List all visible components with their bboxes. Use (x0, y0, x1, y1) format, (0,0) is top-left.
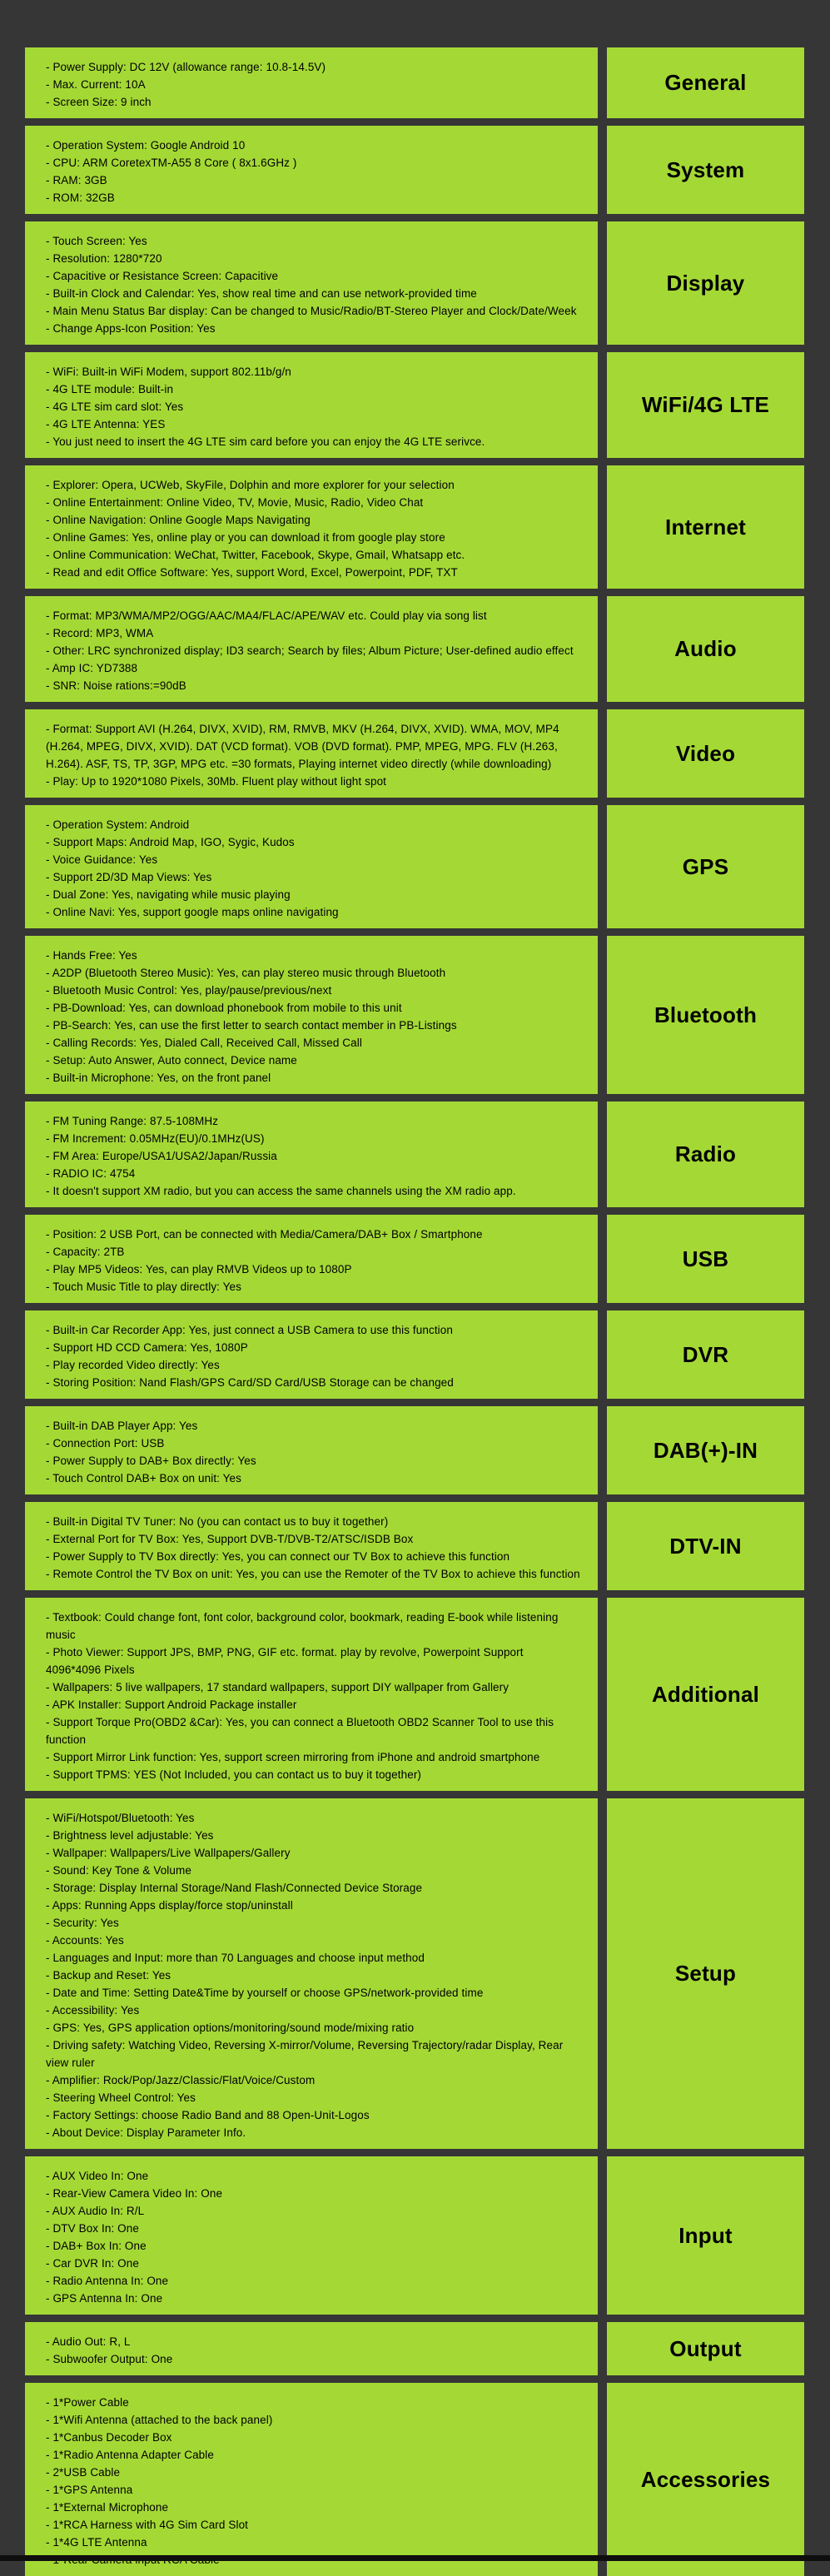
spec-line: - Touch Music Title to play directly: Yes (46, 1281, 241, 1293)
spec-line: - Support Torque Pro(OBD2 &Car): Yes, you can connect a Bluetooth OBD2 Scanner Tool to use this function (46, 1716, 554, 1746)
spec-line: - It doesn't support XM radio, but you can access the same channels using the XM radio app. (46, 1185, 516, 1197)
spec-line: - Subwoofer Output: One (46, 2353, 173, 2365)
spec-category-label: Setup (674, 1961, 737, 1986)
spec-line: - Capacity: 2TB (46, 1246, 125, 1258)
spec-details-cell (25, 126, 598, 214)
spec-line: - Rear-View Camera Video In: One (46, 2187, 223, 2200)
spec-line: - 1*Wifi Antenna (attached to the back panel) (46, 2414, 273, 2426)
spec-row (25, 352, 804, 458)
spec-line: - Accounts: Yes (46, 1934, 124, 1947)
spec-line: - Online Entertainment: Online Video, TV, Movie, Music, Radio, Video Chat (46, 496, 424, 509)
spec-row (25, 1502, 804, 1590)
spec-row (25, 936, 804, 1094)
spec-details-cell (25, 221, 598, 345)
spec-line: - FM Increment: 0.05MHz(EU)/0.1MHz(US) (46, 1132, 265, 1145)
spec-line: - Languages and Input: more than 70 Languages and choose input method (46, 1952, 425, 1964)
spec-category-label: System (666, 157, 745, 182)
spec-line: - Built-in Clock and Calendar: Yes, show real time and can use network-provided time (46, 287, 477, 300)
spec-line: - 1*RCA Harness with 4G Sim Card Slot (46, 2519, 249, 2531)
spec-line: - Online Communication: WeChat, Twitter, Facebook, Skype, Gmail, Whatsapp etc. (46, 549, 465, 561)
spec-row (25, 805, 804, 928)
spec-line: - Power Supply to DAB+ Box directly: Yes (46, 1455, 256, 1467)
spec-details-cell (25, 1598, 598, 1791)
spec-line: - Operation System: Android (46, 818, 190, 831)
spec-line: - Format: MP3/WMA/MP2/OGG/AAC/MA4/FLAC/APE/WAV etc. Could play via song list (46, 609, 487, 622)
spec-line: - Format: Support AVI (H.264, DIVX, XVID), RM, RMVB, MKV (H.264, DIVX, XVID). WMA, MOV, MP4 (H.264, MPEG, DIVX, XVID). DAT (VCD format). VOB (DVD format). PMP, MPEG, MPG. FLV (H.263, H.264). ASF, TS, TP, 3GP, MPG etc. =30 formats, Playing internet video directly (while downloading) (46, 723, 559, 770)
spec-line: - Explorer: Opera, UCWeb, SkyFile, Dolphin and more explorer for your selection (46, 479, 455, 491)
spec-line: - Built-in Digital TV Tuner: No (you can contact us to buy it together) (46, 1515, 389, 1528)
spec-line: - Dual Zone: Yes, navigating while music playing (46, 888, 291, 901)
spec-category-label: General (664, 70, 747, 95)
spec-line: - Storing Position: Nand Flash/GPS Card/SD Card/USB Storage can be changed (46, 1376, 454, 1389)
spec-category-label: Video (675, 740, 736, 766)
spec-row (25, 126, 804, 214)
spec-line: - Screen Size: 9 inch (46, 96, 152, 108)
spec-line: - 1*Canbus Decoder Box (46, 2431, 172, 2444)
spec-details-cell (25, 352, 598, 458)
spec-line: - Amp IC: YD7388 (46, 662, 138, 674)
spec-details-cell (25, 2156, 598, 2315)
spec-row (25, 2322, 804, 2375)
spec-details-cell (25, 465, 598, 589)
spec-category-cell (607, 221, 804, 345)
spec-category-label: GPS (682, 853, 729, 879)
spec-details-cell (25, 936, 598, 1094)
spec-category-label: Output (669, 2335, 742, 2361)
spec-row (25, 221, 804, 345)
spec-line: - Factory Settings: choose Radio Band and 88 Open-Unit-Logos (46, 2109, 370, 2121)
spec-line: - You just need to insert the 4G LTE sim card before you can enjoy the 4G LTE serivce. (46, 435, 485, 448)
spec-line: - Touch Control DAB+ Box on unit: Yes (46, 1472, 241, 1484)
spec-line: - Wallpapers: 5 live wallpapers, 17 standard wallpapers, support DIY wallpaper from Gallery (46, 1681, 509, 1693)
spec-line: - Audio Out: R, L (46, 2335, 131, 2348)
spec-category-cell (607, 1406, 804, 1494)
spec-details-cell (25, 1310, 598, 1399)
spec-category-cell (607, 1310, 804, 1399)
spec-line: - Apps: Running Apps display/force stop/uninstall (46, 1899, 293, 1912)
spec-row (25, 47, 804, 118)
spec-category-cell (607, 465, 804, 589)
spec-category-cell (607, 126, 804, 214)
spec-line: - Textbook: Could change font, font color, background color, bookmark, reading E-book while listening music (46, 1611, 559, 1641)
spec-line: - Built-in Car Recorder App: Yes, just connect a USB Camera to use this function (46, 1324, 453, 1336)
spec-line: - Built-in DAB Player App: Yes (46, 1420, 198, 1432)
spec-line: - Support Maps: Android Map, IGO, Sygic, Kudos (46, 836, 295, 848)
spec-row (25, 1215, 804, 1303)
spec-line: - Photo Viewer: Support JPS, BMP, PNG, GIF etc. format. play by revolve, Powerpoint Support 4096*4096 Pixels (46, 1646, 524, 1676)
spec-category-label: Internet (665, 514, 746, 540)
spec-row (25, 1406, 804, 1494)
spec-details-cell (25, 47, 598, 118)
spec-line: - 4G LTE module: Built-in (46, 383, 174, 395)
spec-line: - CPU: ARM CoretexTM-A55 8 Core ( 8x1.6GHz ) (46, 157, 297, 169)
spec-category-cell (607, 47, 804, 118)
spec-line: - Online Navigation: Online Google Maps Navigating (46, 514, 311, 526)
spec-row (25, 465, 804, 589)
spec-row (25, 1798, 804, 2149)
spec-row (25, 2156, 804, 2315)
spec-category-label: Accessories (640, 2466, 771, 2492)
spec-line: - Remote Control the TV Box on unit: Yes, you can use the Remoter of the TV Box to achieve this function (46, 1568, 580, 1580)
spec-category-cell (607, 805, 804, 928)
spec-line: - External Port for TV Box: Yes, Support DVB-T/DVB-T2/ATSC/ISDB Box (46, 1533, 414, 1545)
spec-line: - 1*4G LTE Antenna (46, 2536, 147, 2549)
spec-line: - Date and Time: Setting Date&Time by yourself or choose GPS/network-provided time (46, 1987, 484, 1999)
spec-line: - Support TPMS: YES (Not Included, you can contact us to buy it together) (46, 1768, 422, 1781)
spec-line: - 1*External Microphone (46, 2501, 169, 2514)
spec-category-cell (607, 1502, 804, 1590)
spec-details-cell (25, 2383, 598, 2576)
spec-line: - 1*Radio Antenna Adapter Cable (46, 2449, 214, 2461)
spec-category-cell (607, 352, 804, 458)
spec-line: - Position: 2 USB Port, can be connected with Media/Camera/DAB+ Box / Smartphone (46, 1228, 483, 1241)
spec-line: - Radio Antenna In: One (46, 2275, 169, 2287)
spec-line: - 1*Power Cable (46, 2396, 129, 2409)
bottom-photo-edge (0, 2555, 830, 2561)
spec-line: - Accessibility: Yes (46, 2004, 140, 2017)
spec-category-label: Display (666, 270, 745, 296)
spec-line: - Voice Guidance: Yes (46, 853, 158, 866)
spec-category-label: WiFi/4G LTE (641, 392, 770, 417)
spec-row (25, 596, 804, 702)
spec-line: - Resolution: 1280*720 (46, 252, 162, 265)
spec-category-label: Radio (674, 1141, 737, 1166)
spec-line: - FM Area: Europe/USA1/USA2/Japan/Russia (46, 1150, 277, 1162)
spec-line: - Setup: Auto Answer, Auto connect, Device name (46, 1054, 297, 1067)
spec-line: - Online Games: Yes, online play or you can download it from google play store (46, 531, 445, 544)
spec-line: - Support HD CCD Camera: Yes, 1080P (46, 1341, 248, 1354)
spec-line: - Capacitive or Resistance Screen: Capacitive (46, 270, 279, 282)
spec-line: - Main Menu Status Bar display: Can be changed to Music/Radio/BT-Stereo Player and Clock/Date/Week (46, 305, 577, 317)
spec-category-cell (607, 2156, 804, 2315)
spec-category-label: Bluetooth (654, 1002, 758, 1027)
spec-line: - Storage: Display Internal Storage/Nand Flash/Connected Device Storage (46, 1882, 423, 1894)
spec-details-cell (25, 1502, 598, 1590)
spec-line: - RADIO IC: 4754 (46, 1167, 136, 1180)
spec-line: - Brightness level adjustable: Yes (46, 1829, 214, 1842)
spec-category-label: DTV-IN (669, 1533, 742, 1559)
spec-category-label: USB (682, 1246, 729, 1271)
spec-line: - Max. Current: 10A (46, 78, 146, 91)
spec-line: - Online Navi: Yes, support google maps online navigating (46, 906, 339, 918)
spec-row (25, 1102, 804, 1207)
spec-details-cell (25, 1102, 598, 1207)
spec-line: - GPS: Yes, GPS application options/monitoring/sound mode/mixing ratio (46, 2022, 415, 2034)
spec-line: - WiFi: Built-in WiFi Modem, support 802.11b/g/n (46, 366, 291, 378)
spec-category-cell (607, 1215, 804, 1303)
spec-line: - About Device: Display Parameter Info. (46, 2126, 246, 2139)
spec-category-label: Audio (674, 636, 737, 661)
spec-line: - Play: Up to 1920*1080 Pixels, 30Mb. Fluent play without light spot (46, 775, 387, 788)
spec-category-cell (607, 2322, 804, 2375)
spec-line: - Wallpaper: Wallpapers/Live Wallpapers/Gallery (46, 1847, 291, 1859)
spec-line: - Support Mirror Link function: Yes, support screen mirroring from iPhone and android smartphone (46, 1751, 540, 1763)
spec-line: - Play MP5 Videos: Yes, can play RMVB Videos up to 1080P (46, 1263, 352, 1276)
spec-line: - RAM: 3GB (46, 174, 107, 186)
spec-category-label: Input (678, 2222, 733, 2248)
spec-line: - Hands Free: Yes (46, 949, 137, 962)
spec-details-cell (25, 2322, 598, 2375)
spec-line: - Change Apps-Icon Position: Yes (46, 322, 216, 335)
spec-line: - Operation System: Google Android 10 (46, 139, 246, 152)
spec-details-cell (25, 1215, 598, 1303)
spec-details-cell (25, 1798, 598, 2149)
spec-category-label: DAB(+)-IN (653, 1437, 758, 1463)
spec-line: - AUX Video In: One (46, 2170, 149, 2182)
spec-line: - Backup and Reset: Yes (46, 1969, 171, 1982)
spec-line: - Power Supply to TV Box directly: Yes, you can connect our TV Box to achieve this function (46, 1550, 510, 1563)
spec-line: - A2DP (Bluetooth Stereo Music): Yes, can play stereo music through Bluetooth (46, 967, 446, 979)
spec-line: - Power Supply: DC 12V (allowance range: 10.8-14.5V) (46, 61, 326, 73)
spec-line: - 1*GPS Antenna (46, 2484, 133, 2496)
spec-line: - APK Installer: Support Android Package installer (46, 1698, 297, 1711)
spec-details-cell (25, 805, 598, 928)
spec-line: - Touch Screen: Yes (46, 235, 147, 247)
spec-line: - DAB+ Box In: One (46, 2240, 147, 2252)
spec-row (25, 2383, 804, 2576)
spec-line: - FM Tuning Range: 87.5-108MHz (46, 1115, 219, 1127)
spec-line: - Built-in Microphone: Yes, on the front panel (46, 1072, 271, 1084)
spec-details-cell (25, 596, 598, 702)
spec-line: - 2*USB Cable (46, 2466, 121, 2479)
spec-row (25, 1598, 804, 1791)
spec-line: - ROM: 32GB (46, 191, 115, 204)
spec-details-cell (25, 709, 598, 798)
spec-category-cell (607, 1102, 804, 1207)
spec-line: - SNR: Noise rations:=90dB (46, 679, 186, 692)
spec-line: - Amplifier: Rock/Pop/Jazz/Classic/Flat/Voice/Custom (46, 2074, 316, 2086)
spec-line: - GPS Antenna In: One (46, 2292, 163, 2305)
spec-line: - Car DVR In: One (46, 2257, 139, 2270)
spec-category-label: DVR (682, 1341, 729, 1367)
spec-line: - Record: MP3, WMA (46, 627, 154, 639)
spec-category-cell (607, 1598, 804, 1791)
spec-row (25, 709, 804, 798)
spec-line: - AUX Audio In: R/L (46, 2205, 145, 2217)
spec-line: - Bluetooth Music Control: Yes, play/pause/previous/next (46, 984, 332, 997)
spec-details-cell (25, 1406, 598, 1494)
spec-line: - Security: Yes (46, 1917, 119, 1929)
spec-category-label: Additional (651, 1681, 760, 1707)
spec-line: - PB-Download: Yes, can download phonebook from mobile to this unit (46, 1002, 402, 1014)
spec-category-cell (607, 1798, 804, 2149)
spec-line: - WiFi/Hotspot/Bluetooth: Yes (46, 1812, 195, 1824)
spec-line: - Support 2D/3D Map Views: Yes (46, 871, 212, 883)
spec-line: - Connection Port: USB (46, 1437, 165, 1450)
spec-line: - Read and edit Office Software: Yes, support Word, Excel, Powerpoint, PDF, TXT (46, 566, 458, 579)
spec-category-cell (607, 936, 804, 1094)
spec-row (25, 1310, 804, 1399)
spec-line: - 4G LTE sim card slot: Yes (46, 400, 184, 413)
spec-line: - Steering Wheel Control: Yes (46, 2091, 196, 2104)
spec-line: - Sound: Key Tone & Volume (46, 1864, 191, 1877)
spec-category-cell (607, 709, 804, 798)
spec-line: - DTV Box In: One (46, 2222, 139, 2235)
spec-line: - Other: LRC synchronized display; ID3 search; Search by files; Album Picture; User-defined audio effect (46, 644, 574, 657)
spec-line: - Driving safety: Watching Video, Reversing X-mirror/Volume, Reversing Trajectory/radar Display, Rear view ruler (46, 2039, 564, 2069)
spec-line: - PB-Search: Yes, can use the first letter to search contact member in PB-Listings (46, 1019, 457, 1032)
spec-category-cell (607, 596, 804, 702)
spec-category-cell (607, 2383, 804, 2576)
spec-line: - Play recorded Video directly: Yes (46, 1359, 220, 1371)
spec-line: - Calling Records: Yes, Dialed Call, Received Call, Missed Call (46, 1037, 362, 1049)
spec-line: - 4G LTE Antenna: YES (46, 418, 166, 430)
